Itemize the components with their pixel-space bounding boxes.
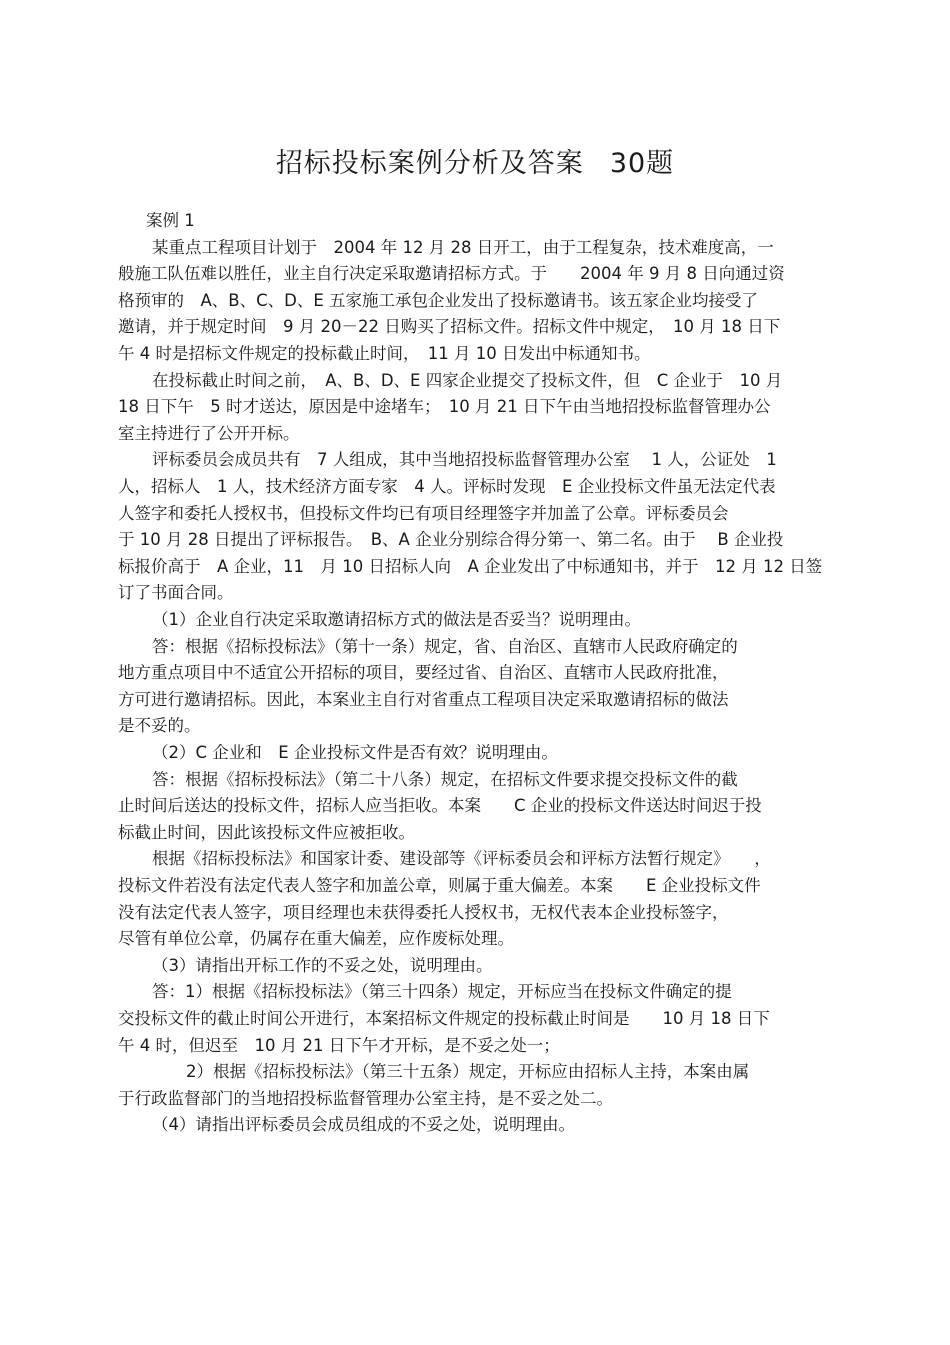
text-line: 交投标文件的截止时间公开进行，本案招标文件规定的投标截止时间是 10 月 18 日下 [118,1009,770,1028]
text-line: 案例 1 [146,211,195,230]
text-line: 午 4 时是招标文件规定的投标截止时间， 11 月 10 日发出中标通知书。 [118,344,651,363]
title-number: 30题 [609,148,675,179]
text-line: 般施工队伍难以胜任，业主自行决定采取邀请招标方式。于 2004 年 9 月 8 日向通过资 [118,264,785,284]
text-line: 邀请，并于规定时间 9 月 20－22 日购买了招标文件。招标文件中规定， 10 月 18 日下 [118,317,781,337]
text-line: 订了书面合同。 [118,583,234,603]
text-line: 室主持进行了公开开标。 [118,423,300,443]
text-line: 方可进行邀请招标。因此，本案业主自行对省重点工程项目决定采取邀请招标的做法 [118,689,729,709]
text-line: 地方重点项目中不适宜公开招标的项目，要经过省、自治区、直辖市人民政府批准， [118,663,729,683]
text-line: 答：根据《招标投标法》（第二十八条）规定，在招标文件要求提交投标文件的截 [152,769,738,789]
text-line: 于 10 月 28 日提出了评标报告。 B、A 企业分别综合得分第一、第二名。由于 B 企业投 [118,530,784,550]
text-line: 在投标截止时间之前， A、B、D、E 四家企业提交了投标文件，但 C 企业于 10 月 [152,370,783,390]
text-line: （2）C 企业和 E 企业投标文件是否有效？说明理由。 [152,743,558,762]
text-line: 答：1）根据《招标投标法》（第三十四条）规定，开标应当在投标文件确定的提 [152,982,732,1002]
text-line: 止时间后送达的投标文件，招标人应当拒收。本案 C 企业的投标文件送达时间迟于投 [118,796,762,816]
text-line: 投标文件若没有法定代表人签字和加盖公章，则属于重大偏差。本案 E 企业投标文件 [118,876,761,895]
text-line: 于行政监督部门的当地招投标监督管理办公室主持，是不妥之处二。 [118,1088,613,1108]
text-line: 2）根据《招标投标法》（第三十五条）规定，开标应由招标人主持，本案由属 [186,1062,750,1082]
text-line: 人，招标人 1 人，技术经济方面专家 4 人。评标时发现 E 企业投标文件虽无法定代表 [118,477,776,496]
text-line: （1）企业自行决定采取邀请招标方式的做法是否妥当？说明理由。 [152,610,641,629]
page-title [0,146,950,182]
text-line: 午 4 时，但迟至 10 月 21 日下午才开标，是不妥之处一； [118,1035,560,1055]
text-line: 18 日下午 5 时才送达，原因是中途堵车； 10 月 21 日下午由当地招投标监督管理办公 [118,397,771,417]
title-text: 招标投标案例分析及答案 [275,148,584,179]
text-line: 尽管有单位公章，仍属存在重大偏差，应作废标处理。 [118,929,514,949]
text-line: 评标委员会成员共有 7 人组成，其中当地招投标监督管理办公室 1 人，公证处 1 [152,450,777,470]
text-line: 标截止时间，因此该投标文件应被拒收。 [118,822,415,842]
text-line: 标报价高于 A 企业，11 月 10 日招标人向 A 企业发出了中标通知书，并于 12 月 12 日签 [118,556,823,576]
text-line: 人签字和委托人授权书，但投标文件均已有项目经理签字并加盖了公章。评标委员会 [118,503,729,523]
text-line: （4）请指出评标委员会成员组成的不妥之处，说明理由。 [152,1115,575,1135]
text-line: 答：根据《招标投标法》（第十一条）规定，省、自治区、直辖市人民政府确定的 [152,636,738,656]
text-line: 某重点工程项目计划于 2004 年 12 月 28 日开工，由于工程复杂，技术难度高，一 [152,237,774,257]
text-line: （3）请指出开标工作的不妥之处，说明理由。 [152,955,493,975]
text-line: 没有法定代表人签字，项目经理也未获得委托人授权书，无权代表本企业投标签字， [118,902,729,922]
text-line: 是不妥的。 [118,716,201,736]
text-line: 格预审的 A、B、C、D、E 五家施工承包企业发出了投标邀请书。该五家企业均接受了 [118,290,759,310]
text-line: 根据《招标投标法》和国家计委、建设部等《评标委员会和评标方法暂行规定》 ， [152,849,771,869]
